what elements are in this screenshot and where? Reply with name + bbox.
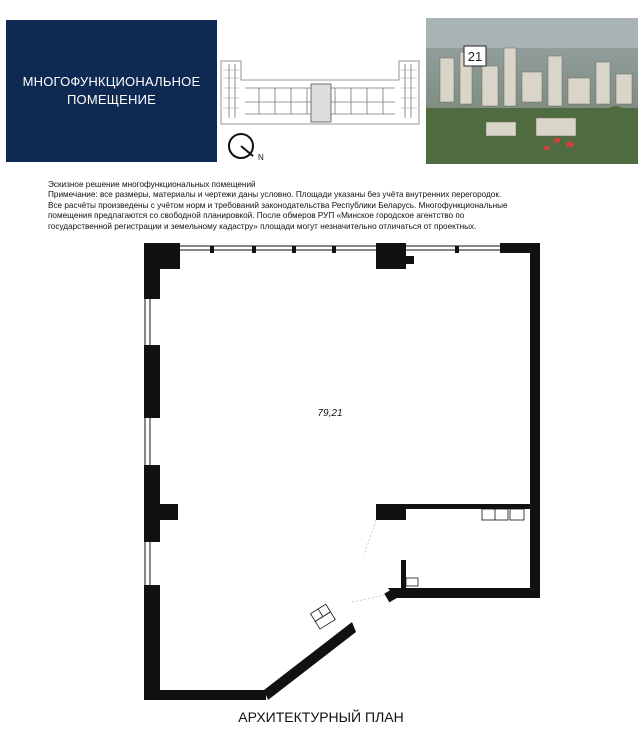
notes-line: Примечание: все размеры, материалы и чертежи даны условно. Площади указаны без учёта внутренних перегородок. <box>48 190 502 200</box>
compass-label: N <box>258 153 264 162</box>
plan-caption: АРХИТЕКТУРНЫЙ ПЛАН <box>238 709 404 725</box>
area-label: 79,21 <box>317 408 343 419</box>
notes-line: Все расчёты произведены с учётом норм и требований законодательства Республики Беларусь. Многофункциональные <box>48 200 508 210</box>
page-title: МНОГОФУНКЦИОНАЛЬНОЕ ПОМЕЩЕНИЕ <box>22 74 201 107</box>
door-swings <box>352 520 385 602</box>
notes-line: помещения предлагаются со свободной планировкой. После обмеров РУП «Минское городское агентство по <box>48 211 465 221</box>
notes-line: государственной регистрации и земельному кадастру» площади могут незначительно отличаться от проектных. <box>48 221 477 231</box>
notes-line: Эскизное решение многофункциональных помещений <box>48 180 256 189</box>
walls <box>144 243 540 700</box>
building-number: 21 <box>467 49 483 64</box>
fixtures <box>310 509 524 629</box>
